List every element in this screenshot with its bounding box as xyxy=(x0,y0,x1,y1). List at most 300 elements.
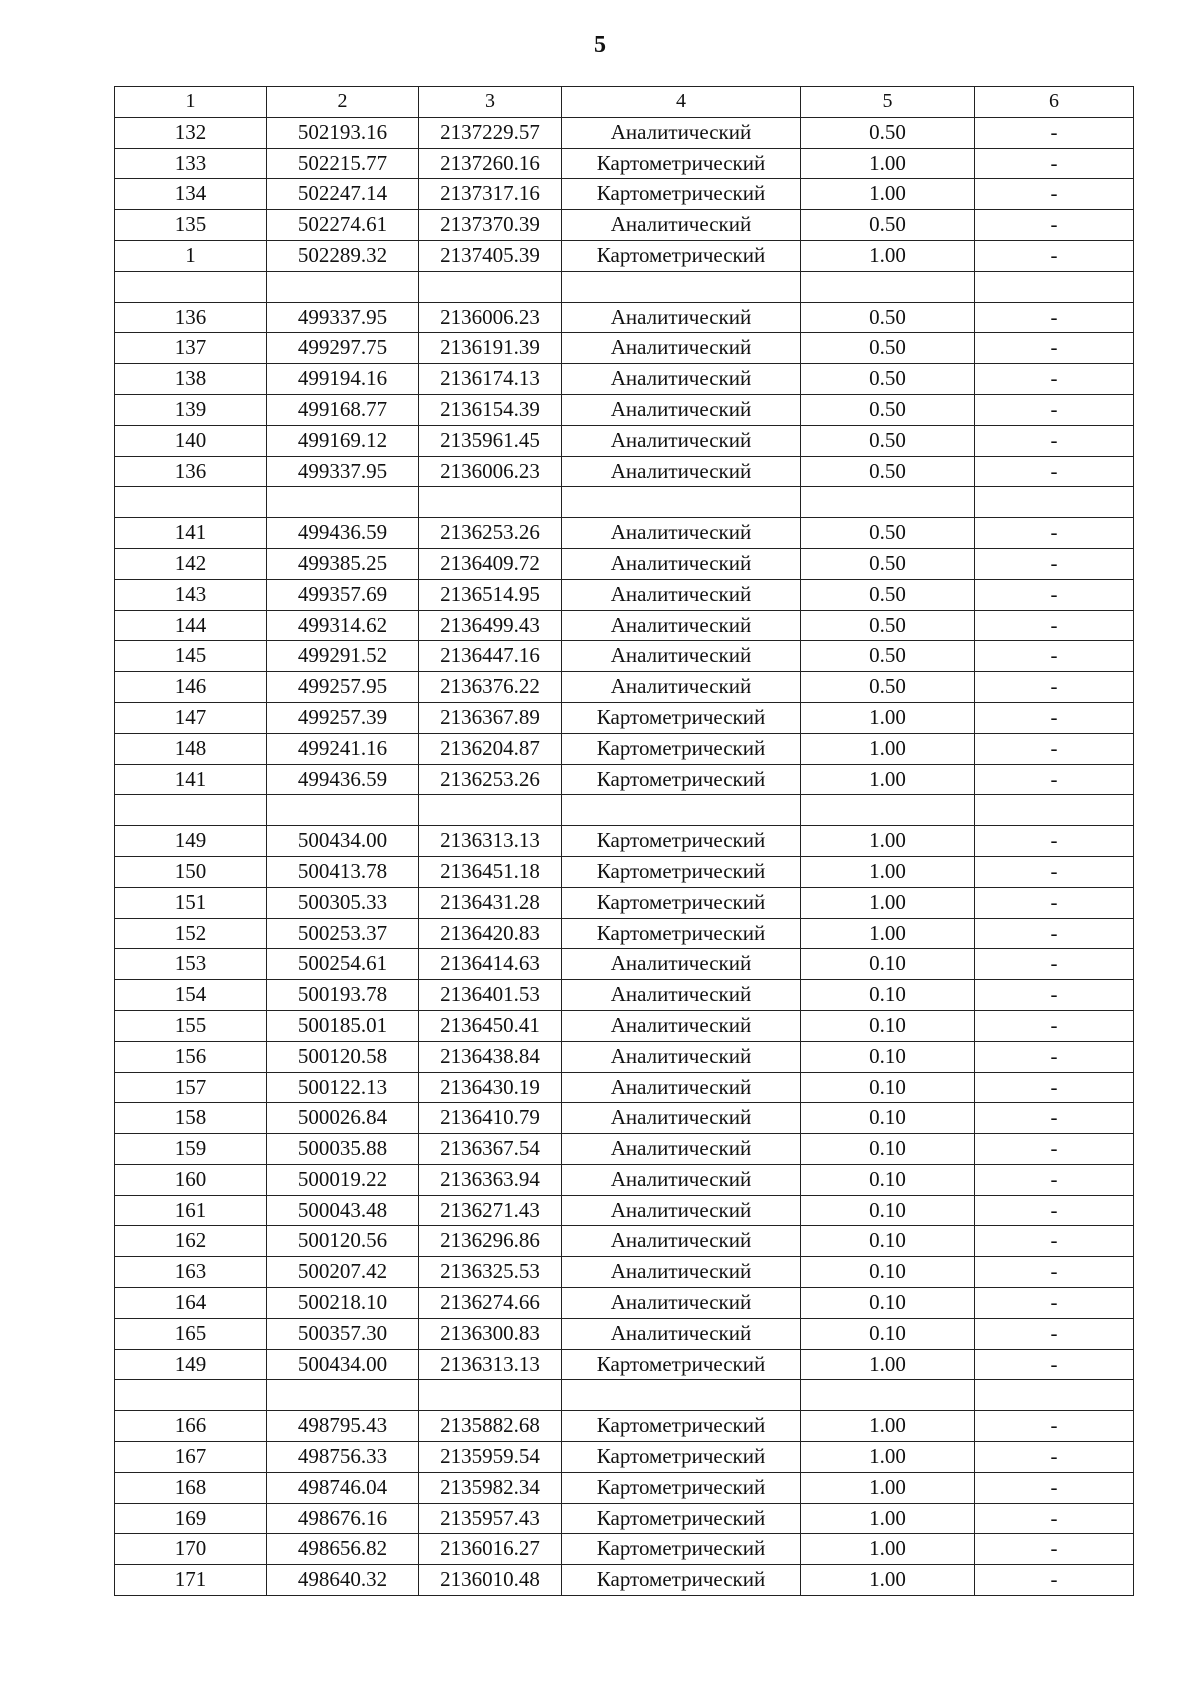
cell-method: Картометрический xyxy=(562,826,801,857)
cell-y-coordinate: 2136271.43 xyxy=(419,1195,562,1226)
cell-x-coordinate: 499291.52 xyxy=(267,641,419,672)
table-row xyxy=(115,148,1134,179)
cell-note: - xyxy=(975,764,1134,795)
cell-point-number: 135 xyxy=(115,210,267,241)
cell-accuracy: 0.50 xyxy=(801,210,975,241)
cell-point-number: 138 xyxy=(115,364,267,395)
column-header-6: 6 xyxy=(975,87,1134,118)
cell-y-coordinate: 2136410.79 xyxy=(419,1103,562,1134)
cell-x-coordinate: 499337.95 xyxy=(267,456,419,487)
column-header-2: 2 xyxy=(267,87,419,118)
cell-y-coordinate: 2135882.68 xyxy=(419,1411,562,1442)
cell-accuracy: 0.10 xyxy=(801,1164,975,1195)
cell-method: Аналитический xyxy=(562,1318,801,1349)
cell-y-coordinate: 2136313.13 xyxy=(419,826,562,857)
cell-x-coordinate: 500254.61 xyxy=(267,949,419,980)
cell-x-coordinate: 500207.42 xyxy=(267,1257,419,1288)
cell-note: - xyxy=(975,394,1134,425)
cell-note: - xyxy=(975,641,1134,672)
cell-method: Аналитический xyxy=(562,949,801,980)
cell-accuracy: 1.00 xyxy=(801,148,975,179)
table-row xyxy=(115,1195,1134,1226)
table-row xyxy=(115,887,1134,918)
cell-method: Картометрический xyxy=(562,887,801,918)
cell-note: - xyxy=(975,1349,1134,1380)
cell-point-number: 132 xyxy=(115,117,267,148)
cell-x-coordinate: 500434.00 xyxy=(267,1349,419,1380)
cell-y-coordinate: 2136154.39 xyxy=(419,394,562,425)
cell-method: Картометрический xyxy=(562,179,801,210)
column-header-4: 4 xyxy=(562,87,801,118)
cell-x-coordinate: 498676.16 xyxy=(267,1503,419,1534)
cell-note: - xyxy=(975,579,1134,610)
table-row xyxy=(115,641,1134,672)
cell-y-coordinate: 2137260.16 xyxy=(419,148,562,179)
cell-method: Аналитический xyxy=(562,425,801,456)
cell-point-number: 169 xyxy=(115,1503,267,1534)
cell-method: Аналитический xyxy=(562,394,801,425)
column-header-3: 3 xyxy=(419,87,562,118)
cell-point-number: 145 xyxy=(115,641,267,672)
cell-method: Аналитический xyxy=(562,518,801,549)
table-row xyxy=(115,1257,1134,1288)
cell-x-coordinate: 500193.78 xyxy=(267,980,419,1011)
cell-note: - xyxy=(975,1565,1134,1596)
cell-note: - xyxy=(975,518,1134,549)
table-row xyxy=(115,1103,1134,1134)
cell-point-number: 141 xyxy=(115,764,267,795)
cell-method: Картометрический xyxy=(562,856,801,887)
cell-method: Картометрический xyxy=(562,1565,801,1596)
table-row xyxy=(115,1134,1134,1165)
cell-y-coordinate: 2136204.87 xyxy=(419,733,562,764)
cell-note: - xyxy=(975,1134,1134,1165)
table-row xyxy=(115,364,1134,395)
cell-point-number xyxy=(115,795,267,826)
cell-note: - xyxy=(975,610,1134,641)
cell-y-coordinate: 2135982.34 xyxy=(419,1472,562,1503)
cell-accuracy: 1.00 xyxy=(801,1442,975,1473)
cell-method: Аналитический xyxy=(562,364,801,395)
cell-point-number: 149 xyxy=(115,1349,267,1380)
cell-x-coordinate: 502247.14 xyxy=(267,179,419,210)
cell-y-coordinate: 2135959.54 xyxy=(419,1442,562,1473)
cell-y-coordinate: 2136010.48 xyxy=(419,1565,562,1596)
cell-x-coordinate: 499436.59 xyxy=(267,518,419,549)
cell-y-coordinate: 2136325.53 xyxy=(419,1257,562,1288)
cell-accuracy: 1.00 xyxy=(801,1472,975,1503)
cell-y-coordinate: 2136006.23 xyxy=(419,456,562,487)
cell-point-number: 164 xyxy=(115,1288,267,1319)
cell-method: Картометрический xyxy=(562,1472,801,1503)
cell-x-coordinate: 500043.48 xyxy=(267,1195,419,1226)
cell-point-number: 162 xyxy=(115,1226,267,1257)
cell-note: - xyxy=(975,856,1134,887)
table-row xyxy=(115,518,1134,549)
cell-accuracy xyxy=(801,271,975,302)
table-row xyxy=(115,240,1134,271)
cell-note: - xyxy=(975,1288,1134,1319)
cell-accuracy: 0.10 xyxy=(801,980,975,1011)
cell-note: - xyxy=(975,240,1134,271)
cell-method: Картометрический xyxy=(562,1349,801,1380)
cell-note xyxy=(975,795,1134,826)
cell-note: - xyxy=(975,456,1134,487)
cell-x-coordinate: 498795.43 xyxy=(267,1411,419,1442)
cell-x-coordinate: 502289.32 xyxy=(267,240,419,271)
cell-x-coordinate: 499257.95 xyxy=(267,672,419,703)
cell-y-coordinate: 2136431.28 xyxy=(419,887,562,918)
cell-method: Аналитический xyxy=(562,1195,801,1226)
cell-y-coordinate: 2136450.41 xyxy=(419,1010,562,1041)
cell-x-coordinate: 499436.59 xyxy=(267,764,419,795)
table-row xyxy=(115,1318,1134,1349)
cell-accuracy: 1.00 xyxy=(801,1411,975,1442)
table-row xyxy=(115,302,1134,333)
table-header xyxy=(115,87,1134,118)
cell-point-number xyxy=(115,271,267,302)
cell-method: Аналитический xyxy=(562,1103,801,1134)
cell-x-coordinate: 498656.82 xyxy=(267,1534,419,1565)
table-row xyxy=(115,672,1134,703)
cell-point-number: 170 xyxy=(115,1534,267,1565)
cell-point-number: 150 xyxy=(115,856,267,887)
cell-method: Картометрический xyxy=(562,764,801,795)
cell-method: Аналитический xyxy=(562,980,801,1011)
cell-y-coordinate: 2136300.83 xyxy=(419,1318,562,1349)
cell-accuracy: 0.50 xyxy=(801,333,975,364)
header-row xyxy=(115,87,1134,118)
cell-x-coordinate: 498746.04 xyxy=(267,1472,419,1503)
cell-y-coordinate xyxy=(419,487,562,518)
cell-note: - xyxy=(975,1257,1134,1288)
cell-x-coordinate: 499168.77 xyxy=(267,394,419,425)
separator-row xyxy=(115,795,1134,826)
cell-accuracy: 0.50 xyxy=(801,518,975,549)
table-row xyxy=(115,456,1134,487)
cell-accuracy: 1.00 xyxy=(801,1565,975,1596)
cell-method: Аналитический xyxy=(562,1288,801,1319)
cell-x-coordinate: 500185.01 xyxy=(267,1010,419,1041)
cell-method: Картометрический xyxy=(562,1411,801,1442)
cell-y-coordinate: 2136451.18 xyxy=(419,856,562,887)
cell-point-number: 165 xyxy=(115,1318,267,1349)
table-row xyxy=(115,1503,1134,1534)
cell-point-number: 144 xyxy=(115,610,267,641)
cell-y-coordinate xyxy=(419,795,562,826)
table-row xyxy=(115,610,1134,641)
cell-y-coordinate: 2136409.72 xyxy=(419,548,562,579)
cell-y-coordinate: 2136367.89 xyxy=(419,702,562,733)
cell-x-coordinate: 499169.12 xyxy=(267,425,419,456)
cell-point-number: 136 xyxy=(115,456,267,487)
cell-note: - xyxy=(975,117,1134,148)
cell-accuracy: 0.10 xyxy=(801,1288,975,1319)
cell-accuracy: 1.00 xyxy=(801,918,975,949)
cell-point-number: 133 xyxy=(115,148,267,179)
cell-point-number xyxy=(115,1380,267,1411)
cell-y-coordinate: 2136006.23 xyxy=(419,302,562,333)
table-row xyxy=(115,1411,1134,1442)
cell-y-coordinate: 2136438.84 xyxy=(419,1041,562,1072)
table-row xyxy=(115,980,1134,1011)
cell-point-number: 152 xyxy=(115,918,267,949)
cell-y-coordinate: 2136174.13 xyxy=(419,364,562,395)
cell-y-coordinate xyxy=(419,1380,562,1411)
cell-method: Картометрический xyxy=(562,1503,801,1534)
cell-method: Аналитический xyxy=(562,610,801,641)
cell-x-coordinate: 502215.77 xyxy=(267,148,419,179)
cell-x-coordinate: 500122.13 xyxy=(267,1072,419,1103)
cell-method xyxy=(562,271,801,302)
cell-x-coordinate: 499194.16 xyxy=(267,364,419,395)
cell-method: Аналитический xyxy=(562,1226,801,1257)
table-row xyxy=(115,333,1134,364)
cell-x-coordinate: 499385.25 xyxy=(267,548,419,579)
cell-method: Аналитический xyxy=(562,548,801,579)
table-row xyxy=(115,949,1134,980)
table-row xyxy=(115,918,1134,949)
cell-method: Аналитический xyxy=(562,1164,801,1195)
cell-accuracy: 1.00 xyxy=(801,1534,975,1565)
cell-point-number: 158 xyxy=(115,1103,267,1134)
cell-x-coordinate: 499314.62 xyxy=(267,610,419,641)
cell-accuracy: 1.00 xyxy=(801,1503,975,1534)
column-header-5: 5 xyxy=(801,87,975,118)
separator-row xyxy=(115,1380,1134,1411)
cell-method: Картометрический xyxy=(562,1442,801,1473)
cell-method: Аналитический xyxy=(562,1134,801,1165)
cell-note: - xyxy=(975,179,1134,210)
cell-accuracy: 0.50 xyxy=(801,364,975,395)
cell-x-coordinate: 500305.33 xyxy=(267,887,419,918)
cell-point-number: 143 xyxy=(115,579,267,610)
cell-y-coordinate: 2137317.16 xyxy=(419,179,562,210)
cell-note: - xyxy=(975,548,1134,579)
cell-y-coordinate xyxy=(419,271,562,302)
cell-accuracy: 1.00 xyxy=(801,826,975,857)
cell-accuracy: 0.50 xyxy=(801,641,975,672)
table-row xyxy=(115,1442,1134,1473)
cell-accuracy xyxy=(801,795,975,826)
cell-note: - xyxy=(975,918,1134,949)
coordinates-table xyxy=(114,86,1134,1596)
cell-x-coordinate: 498640.32 xyxy=(267,1565,419,1596)
table-row xyxy=(115,1472,1134,1503)
cell-x-coordinate xyxy=(267,1380,419,1411)
cell-y-coordinate: 2136367.54 xyxy=(419,1134,562,1165)
cell-y-coordinate: 2136253.26 xyxy=(419,518,562,549)
cell-x-coordinate: 498756.33 xyxy=(267,1442,419,1473)
table-body xyxy=(115,117,1134,1595)
cell-y-coordinate: 2136296.86 xyxy=(419,1226,562,1257)
cell-accuracy: 0.50 xyxy=(801,548,975,579)
cell-method: Аналитический xyxy=(562,333,801,364)
cell-note: - xyxy=(975,702,1134,733)
cell-y-coordinate: 2136420.83 xyxy=(419,918,562,949)
table-row xyxy=(115,733,1134,764)
cell-note: - xyxy=(975,210,1134,241)
cell-accuracy: 1.00 xyxy=(801,856,975,887)
cell-accuracy: 0.10 xyxy=(801,1226,975,1257)
cell-point-number: 141 xyxy=(115,518,267,549)
cell-method: Аналитический xyxy=(562,302,801,333)
cell-method: Аналитический xyxy=(562,1010,801,1041)
table-row xyxy=(115,179,1134,210)
cell-method: Аналитический xyxy=(562,579,801,610)
cell-y-coordinate: 2136016.27 xyxy=(419,1534,562,1565)
cell-note: - xyxy=(975,333,1134,364)
table-row xyxy=(115,425,1134,456)
cell-accuracy: 0.10 xyxy=(801,1257,975,1288)
cell-accuracy: 1.00 xyxy=(801,764,975,795)
cell-accuracy: 1.00 xyxy=(801,240,975,271)
cell-x-coordinate: 502274.61 xyxy=(267,210,419,241)
cell-x-coordinate xyxy=(267,487,419,518)
cell-y-coordinate: 2136447.16 xyxy=(419,641,562,672)
cell-point-number: 146 xyxy=(115,672,267,703)
cell-point-number: 154 xyxy=(115,980,267,1011)
cell-note: - xyxy=(975,980,1134,1011)
cell-y-coordinate: 2136514.95 xyxy=(419,579,562,610)
cell-accuracy xyxy=(801,1380,975,1411)
cell-x-coordinate: 500120.58 xyxy=(267,1041,419,1072)
cell-note: - xyxy=(975,364,1134,395)
cell-x-coordinate: 499357.69 xyxy=(267,579,419,610)
cell-point-number: 137 xyxy=(115,333,267,364)
cell-point-number: 168 xyxy=(115,1472,267,1503)
separator-row xyxy=(115,271,1134,302)
cell-x-coordinate: 499297.75 xyxy=(267,333,419,364)
cell-x-coordinate: 500253.37 xyxy=(267,918,419,949)
cell-accuracy: 1.00 xyxy=(801,179,975,210)
cell-note: - xyxy=(975,302,1134,333)
table-row xyxy=(115,826,1134,857)
cell-method: Картометрический xyxy=(562,918,801,949)
cell-note: - xyxy=(975,1072,1134,1103)
cell-method: Картометрический xyxy=(562,733,801,764)
cell-y-coordinate: 2136363.94 xyxy=(419,1164,562,1195)
cell-point-number: 140 xyxy=(115,425,267,456)
table-row xyxy=(115,1565,1134,1596)
cell-note: - xyxy=(975,826,1134,857)
table-row xyxy=(115,1288,1134,1319)
cell-accuracy: 0.10 xyxy=(801,1041,975,1072)
cell-y-coordinate: 2136191.39 xyxy=(419,333,562,364)
cell-method: Аналитический xyxy=(562,210,801,241)
cell-note xyxy=(975,1380,1134,1411)
cell-point-number: 155 xyxy=(115,1010,267,1041)
cell-note: - xyxy=(975,1010,1134,1041)
table-row xyxy=(115,1226,1134,1257)
cell-point-number: 159 xyxy=(115,1134,267,1165)
cell-x-coordinate xyxy=(267,795,419,826)
table-row xyxy=(115,394,1134,425)
cell-note: - xyxy=(975,1534,1134,1565)
cell-note: - xyxy=(975,1041,1134,1072)
page-number: 5 xyxy=(594,32,606,58)
cell-x-coordinate: 500120.56 xyxy=(267,1226,419,1257)
table-row xyxy=(115,1010,1134,1041)
cell-point-number: 167 xyxy=(115,1442,267,1473)
table-row xyxy=(115,1164,1134,1195)
cell-accuracy: 1.00 xyxy=(801,733,975,764)
cell-accuracy: 0.10 xyxy=(801,1103,975,1134)
cell-note: - xyxy=(975,949,1134,980)
table-row xyxy=(115,210,1134,241)
cell-point-number: 160 xyxy=(115,1164,267,1195)
cell-method: Аналитический xyxy=(562,456,801,487)
cell-point-number: 149 xyxy=(115,826,267,857)
cell-point-number: 134 xyxy=(115,179,267,210)
cell-accuracy: 0.50 xyxy=(801,672,975,703)
cell-x-coordinate: 500434.00 xyxy=(267,826,419,857)
cell-method: Аналитический xyxy=(562,1041,801,1072)
cell-note: - xyxy=(975,1472,1134,1503)
cell-method xyxy=(562,1380,801,1411)
cell-note xyxy=(975,487,1134,518)
cell-note: - xyxy=(975,1195,1134,1226)
cell-accuracy: 1.00 xyxy=(801,1349,975,1380)
cell-method: Картометрический xyxy=(562,702,801,733)
cell-point-number: 142 xyxy=(115,548,267,579)
cell-note: - xyxy=(975,148,1134,179)
cell-accuracy: 0.50 xyxy=(801,302,975,333)
cell-point-number: 171 xyxy=(115,1565,267,1596)
column-header-1: 1 xyxy=(115,87,267,118)
cell-x-coordinate: 500019.22 xyxy=(267,1164,419,1195)
cell-method: Аналитический xyxy=(562,641,801,672)
cell-method: Картометрический xyxy=(562,148,801,179)
cell-point-number: 166 xyxy=(115,1411,267,1442)
cell-accuracy: 0.10 xyxy=(801,949,975,980)
cell-point-number: 1 xyxy=(115,240,267,271)
cell-method: Картометрический xyxy=(562,240,801,271)
table-row xyxy=(115,579,1134,610)
cell-x-coordinate xyxy=(267,271,419,302)
cell-y-coordinate: 2136430.19 xyxy=(419,1072,562,1103)
cell-y-coordinate: 2136414.63 xyxy=(419,949,562,980)
cell-accuracy: 0.50 xyxy=(801,394,975,425)
cell-y-coordinate: 2137370.39 xyxy=(419,210,562,241)
cell-point-number: 156 xyxy=(115,1041,267,1072)
cell-x-coordinate: 500218.10 xyxy=(267,1288,419,1319)
table-row xyxy=(115,548,1134,579)
cell-note: - xyxy=(975,1164,1134,1195)
cell-note xyxy=(975,271,1134,302)
cell-point-number: 148 xyxy=(115,733,267,764)
cell-accuracy: 0.50 xyxy=(801,117,975,148)
cell-accuracy: 0.10 xyxy=(801,1195,975,1226)
cell-method: Аналитический xyxy=(562,1072,801,1103)
cell-point-number: 161 xyxy=(115,1195,267,1226)
cell-accuracy xyxy=(801,487,975,518)
cell-y-coordinate: 2137405.39 xyxy=(419,240,562,271)
cell-note: - xyxy=(975,1411,1134,1442)
cell-point-number: 139 xyxy=(115,394,267,425)
cell-point-number: 151 xyxy=(115,887,267,918)
cell-note: - xyxy=(975,1503,1134,1534)
table-row xyxy=(115,856,1134,887)
cell-note: - xyxy=(975,672,1134,703)
cell-accuracy: 1.00 xyxy=(801,702,975,733)
cell-note: - xyxy=(975,1442,1134,1473)
cell-y-coordinate: 2136401.53 xyxy=(419,980,562,1011)
cell-note: - xyxy=(975,1318,1134,1349)
table-row xyxy=(115,1534,1134,1565)
cell-y-coordinate: 2136274.66 xyxy=(419,1288,562,1319)
cell-accuracy: 1.00 xyxy=(801,887,975,918)
